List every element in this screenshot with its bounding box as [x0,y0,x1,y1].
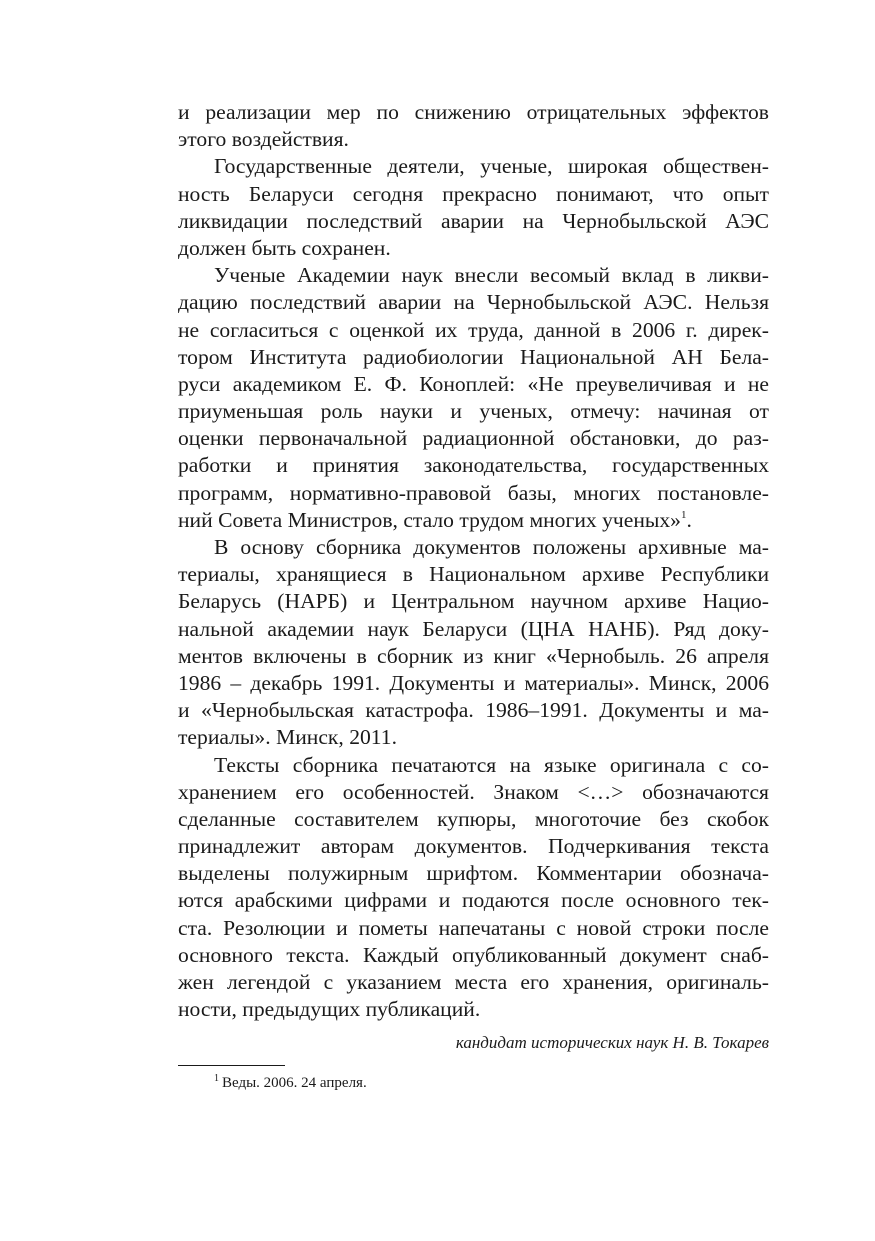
text-line: ются арабскими цифрами и подаются после основного тек- [178,888,769,913]
text-line-with-footnote: ний Совета Министров, стало трудом многих ученых»$^1$. [178,507,692,532]
text-line: дацию последствий аварии на Чернобыльской АЭС. Нельзя [178,290,769,315]
text-line: 1986 – декабрь 1991. Документы и материалы». Минск, 2006 [178,670,769,695]
footnote-divider [178,1065,285,1066]
footnote-text: Веды. 2006. 24 апреля. [222,1075,367,1092]
text-line: выделены полужирным шрифтом. Комментарии обознача- [178,861,769,886]
text-line: хранением его особенностей. Знаком <…> обозначаются [178,779,769,804]
text-line-content: ний Совета Министров, стало трудом многих ученых» [178,507,681,532]
footnote-reference[interactable]: 1 [680,508,687,521]
text-line: ментов включены в сборник из книг «Чернобыль. 26 апреля [178,643,769,668]
text-line: В основу сборника документов положены архивные ма- [214,535,769,559]
text-line: приуменьшая роль науки и ученых, отмечу: начиная от [178,399,769,424]
footnote [178,1072,769,1094]
text-line: ности, предыдущих публикаций. [178,997,481,1022]
text-line: этого воздействия. [178,127,349,152]
text-line: ность Беларуси сегодня прекрасно понимают, что опыт [178,181,769,206]
paragraph-1 [178,99,769,153]
text-line: териалы». Минск, 2011. [178,725,397,750]
paragraph-5 [178,752,769,1024]
paragraph-3 [178,262,769,534]
text-line: и «Чернобыльская катастрофа. 1986–1991. Документы и ма- [178,698,769,723]
text-line: Беларусь (НАРБ) и Центральном научном архиве Нацио- [178,589,769,614]
footnote-mark: 1 [214,1073,219,1085]
text-line: ста. Резолюции и пометы напечатаны с новой строки после [178,915,769,940]
text-line: и реализации мер по снижению отрицательных эффектов [178,100,769,124]
text-line: Ученые Академии наук внесли весомый вклад в ликви- [214,263,769,288]
author-signature: кандидат исторических наук Н. В. Токарев [455,1033,769,1053]
text-line: ликвидации последствий аварии на Чернобыльской АЭС [178,208,769,233]
paragraph-2 [178,153,769,262]
text-line: должен быть сохранен. [178,235,391,260]
text-line: принадлежит авторам документов. Подчеркивания текста [178,834,769,859]
document-page [178,99,769,1094]
text-line: оценки первоначальной радиационной обстановки, до раз- [178,426,769,451]
text-line: териалы, хранящиеся в Национальном архиве Республики [178,562,769,587]
text-line: сделанные составителем купюры, многоточие без скобок [178,806,769,831]
text-line: Тексты сборника печатаются на языке оригинала с со- [214,752,769,777]
text-line: основного текста. Каждый опубликованный документ снаб- [178,942,769,967]
text-line: программ, нормативно-правовой базы, многих постановле- [178,480,769,505]
paragraph-4 [178,534,769,752]
text-line: не согласиться с оценкой их труда, данной в 2006 г. дирек- [178,317,769,342]
text-line: Государственные деятели, ученые, широкая обществен- [214,154,769,179]
text-line: работки и принятия законодательства, государственных [178,453,769,478]
text-line: тором Института радиобиологии Национальной АН Бела- [178,344,769,369]
text-line: жен легендой с указанием места его хранения, оригиналь- [178,970,769,994]
text-line: руси академиком Е. Ф. Коноплей: «Не преувеличивая и не [178,371,769,396]
text-line: нальной академии наук Беларуси (ЦНА НАНБ). Ряд доку- [178,616,769,641]
